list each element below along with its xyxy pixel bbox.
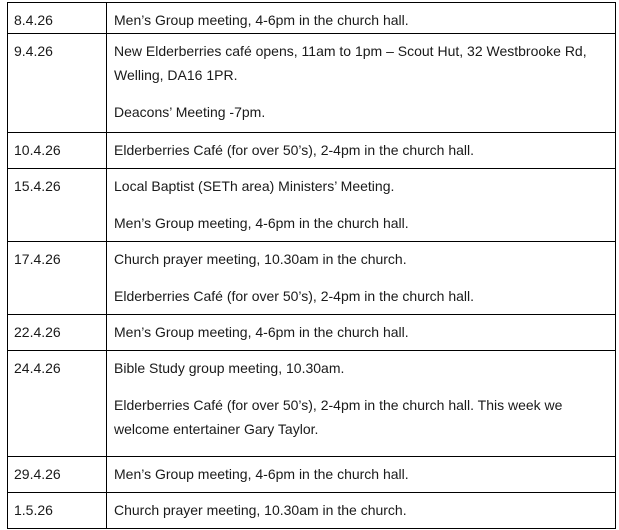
event-description [107, 169, 615, 241]
event-description [107, 3, 615, 33]
event-description [107, 351, 615, 456]
event-description [107, 133, 615, 168]
event-description [107, 457, 615, 492]
event-date: 8.4.26 [8, 3, 107, 33]
event-item: Elderberries Café (for over 50’s), 2-4pm in the church hall. [114, 142, 475, 158]
event-item: Men’s Group meeting, 4-6pm in the church hall. [114, 466, 409, 482]
events-table [7, 2, 616, 529]
event-item: Church prayer meeting, 10.30am in the church. [114, 251, 407, 267]
event-description [107, 315, 615, 350]
event-item: Men’s Group meeting, 4-6pm in the church hall. [114, 215, 409, 231]
event-item: Bible Study group meeting, 10.30am. [114, 360, 345, 376]
table-row [8, 242, 615, 315]
event-item: Church prayer meeting, 10.30am in the church. [114, 502, 407, 518]
table-row [8, 315, 615, 351]
event-date: 1.5.26 [8, 493, 107, 528]
event-item: Local Baptist (SETh area) Ministers’ Meeting. [114, 178, 395, 194]
table-row [8, 133, 615, 169]
table-row [8, 493, 615, 529]
table-row [8, 169, 615, 242]
event-date: 29.4.26 [8, 457, 107, 492]
event-description [107, 242, 615, 314]
event-date: 17.4.26 [8, 242, 107, 314]
event-item: Deacons’ Meeting -7pm. [114, 104, 266, 120]
event-date: 24.4.26 [8, 351, 107, 456]
event-date: 9.4.26 [8, 34, 107, 132]
event-item: Elderberries Café (for over 50’s), 2-4pm in the church hall. [114, 288, 475, 304]
event-date: 15.4.26 [8, 169, 107, 241]
event-item: New Elderberries café opens, 11am to 1pm – Scout Hut, 32 Westbrooke Rd, Welling, DA16 1PR. [114, 43, 587, 83]
table-row [8, 351, 615, 457]
table-row [8, 34, 615, 133]
event-item: Men’s Group meeting, 4-6pm in the church hall. [114, 324, 409, 340]
table-row [8, 3, 615, 34]
event-date: 22.4.26 [8, 315, 107, 350]
event-item: Elderberries Café (for over 50’s), 2-4pm in the church hall. This week we welcome entertainer Gary Taylor. [114, 397, 563, 437]
table-row [8, 457, 615, 493]
event-description [107, 34, 615, 132]
event-description [107, 493, 615, 528]
event-item: Men’s Group meeting, 4-6pm in the church hall. [114, 12, 409, 28]
event-date: 10.4.26 [8, 133, 107, 168]
